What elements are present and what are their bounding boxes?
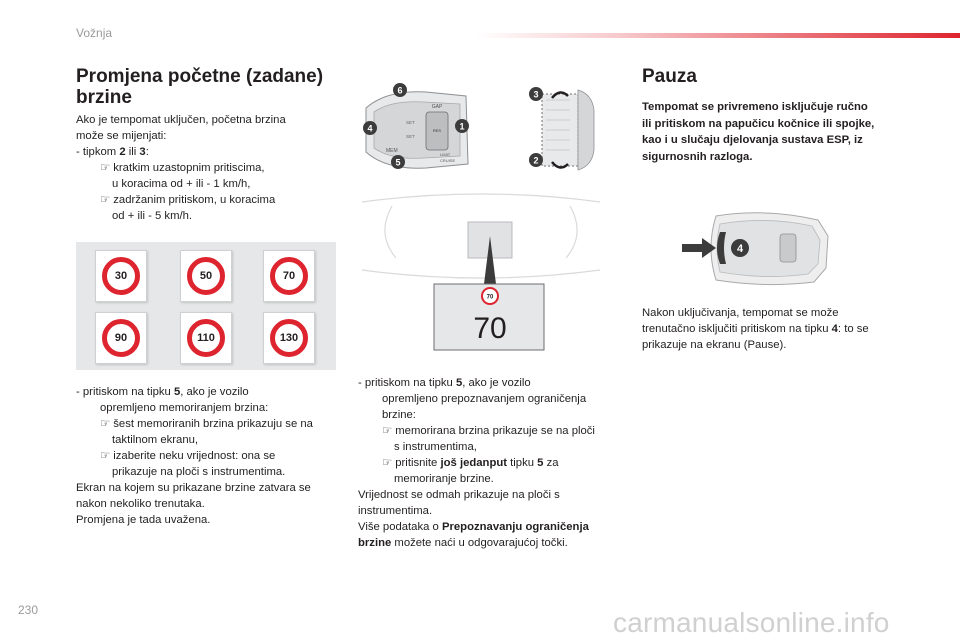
middle-sub2-mid: tipku [507,457,538,469]
left-lower-block [76,384,313,528]
middle-more-prefix: Više podataka o [358,521,442,533]
speed-sign-30-value: 30 [102,257,140,295]
right-body2-prefix: trenutačno isključiti pritiskom na tipku [642,323,832,335]
speed-sign-130 [263,312,315,364]
callout-4-label: 4 [367,123,373,134]
left-outro-line3: Promjena je tada uvažena. [76,514,211,526]
left-step2 [76,384,313,400]
step2-prefix: - pritiskom na tipku [76,386,174,398]
pause-stalk-illustration [676,210,834,286]
middle-sub2-key: 5 [537,457,544,469]
step2-suffix: , ako je vozilo [180,386,249,398]
stalk-label-gap: GAP [431,104,443,110]
middle-step-line3: brzine: [382,409,416,421]
speed-sign-90-value: 90 [102,319,140,357]
right-intro-line4: sigurnosnih razloga. [642,150,753,163]
callout-2-label: 2 [533,155,539,166]
stalk-label-res: RES [432,128,442,133]
left-sub1-line2: u koracima od + ili - 1 km/h, [112,178,251,190]
middle-text-block [358,375,595,551]
middle-sub1-line1: ☞ memorirana brzina prikazuje se na ploči [382,425,595,437]
right-body-block [642,305,869,353]
right-body-line1: Nakon uključivanja, tempomat se može [642,307,839,319]
right-intro-line1: Tempomat se privremeno isključuje ručno [642,101,868,113]
stalk-label-cruise: CRUISE [440,158,456,163]
middle-sub1-line2: s instrumentima, [394,441,477,453]
speed-sign-90 [95,312,147,364]
left-title-line1: Promjena početne (zadane) [76,66,324,87]
cruise-stalk-illustration [356,80,606,180]
left-intro-line2: može se mijenjati: [76,130,167,142]
cluster-speed-value: 70 [473,312,507,345]
callout-6-label: 6 [397,85,403,96]
step1-mid: ili [125,146,140,158]
stalk-label-set-plus: SET [406,120,415,125]
right-body2-key: 4 [831,323,838,335]
middle-step-key-5: 5 [455,377,463,389]
step1-key-2: 2 [119,146,126,158]
middle-step-prefix: - pritiskom na tipku [358,377,456,389]
left-sub2-line1: ☞ zadržanim pritiskom, u koracima [100,194,276,206]
stalk-label-set-minus: SET [406,134,415,139]
speed-sign-110-value: 110 [187,319,225,357]
left-title-line2: brzine [76,87,132,108]
middle-sub2-bold: još jedanput [440,457,508,469]
left-sub3-line1: ☞ šest memoriranih brzina prikazuju se na [100,418,313,430]
step2-key-5: 5 [173,386,181,398]
left-sub4-line1: ☞ izaberite neku vrijednost: ona se [100,450,276,462]
right-intro-line2: ili pritiskom na papučicu kočnice ili spojke, [642,117,875,130]
middle-sub2 [358,455,595,471]
right-intro-line3: kao i u slučaju djelovanja sustava ESP, iz [642,134,863,146]
cluster-sign-value: 70 [486,294,494,301]
middle-sub2-prefix: ☞ pritisnite [382,457,441,469]
middle-step-suffix: , ako je vozilo [462,377,531,389]
right-body-line2 [642,321,869,337]
callout-1-label: 1 [459,121,465,132]
left-step2-line2: opremljeno memoriranjem brzina: [100,402,269,414]
middle-step-line2: opremljeno prepoznavanjem ograničenja [382,393,587,405]
stalk-label-mem: MEM [386,148,398,154]
watermark: carmanualsonline.info [613,607,890,638]
middle-more-line2 [358,535,595,551]
middle-more-link-text: Prepoznavanju ograničenja [441,521,589,533]
middle-more-suffix: možete naći u odgovarajućoj točki. [391,537,568,549]
instrument-cluster-illustration [356,192,606,354]
right-body2-suffix: : to se [837,323,869,335]
step1-key-3: 3 [139,146,146,158]
speed-signs-panel [76,242,336,370]
speed-sign-130-value: 130 [270,319,308,357]
pause-callout-4-label: 4 [736,243,744,255]
left-outro-line2: nakon nekoliko trenutaka. [76,498,205,510]
stalk-label-limit: LIMIT [440,152,451,157]
left-intro-block [76,112,286,224]
left-sub4-line2: prikazuje na ploči s instrumentima. [112,466,286,478]
middle-sub2-suffix: za [543,457,559,469]
left-intro-line1: Ako je tempomat uključen, početna brzina [76,114,286,126]
left-title [76,66,323,108]
step1-suffix: : [145,146,149,158]
middle-more-link-text2: brzine [358,537,392,549]
left-outro-line1: Ekran na kojem su prikazane brzine zatvara se [76,482,311,494]
left-step1 [76,144,286,160]
callout-5-label: 5 [395,157,401,168]
middle-step [358,375,595,391]
speed-sign-50-value: 50 [187,257,225,295]
speed-sign-30 [95,250,147,302]
right-intro-block [642,99,874,165]
left-sub3-line2: taktilnom ekranu, [112,434,199,446]
speed-sign-110 [180,312,232,364]
speed-sign-50 [180,250,232,302]
left-sub2-line2: od + ili - 5 km/h. [112,210,193,222]
left-sub1-line1: ☞ kratkim uzastopnim pritiscima, [100,162,265,174]
step1-prefix: - tipkom [76,146,120,158]
callout-3-label: 3 [533,89,539,100]
middle-outro-line2: instrumentima. [358,505,433,517]
right-body-line3: prikazuje na ekranu (Pause). [642,339,787,351]
section-label: Vožnja [76,26,113,40]
middle-sub2-line2: memoriranje brzine. [394,473,494,485]
page-number: 230 [18,603,39,617]
speed-sign-70-value: 70 [270,257,308,295]
right-title: Pauza [642,66,697,87]
middle-more-line1 [358,519,595,535]
middle-outro-line1: Vrijednost se odmah prikazuje na ploči s [358,489,560,501]
speed-sign-70 [263,250,315,302]
header-accent-bar [476,33,960,38]
